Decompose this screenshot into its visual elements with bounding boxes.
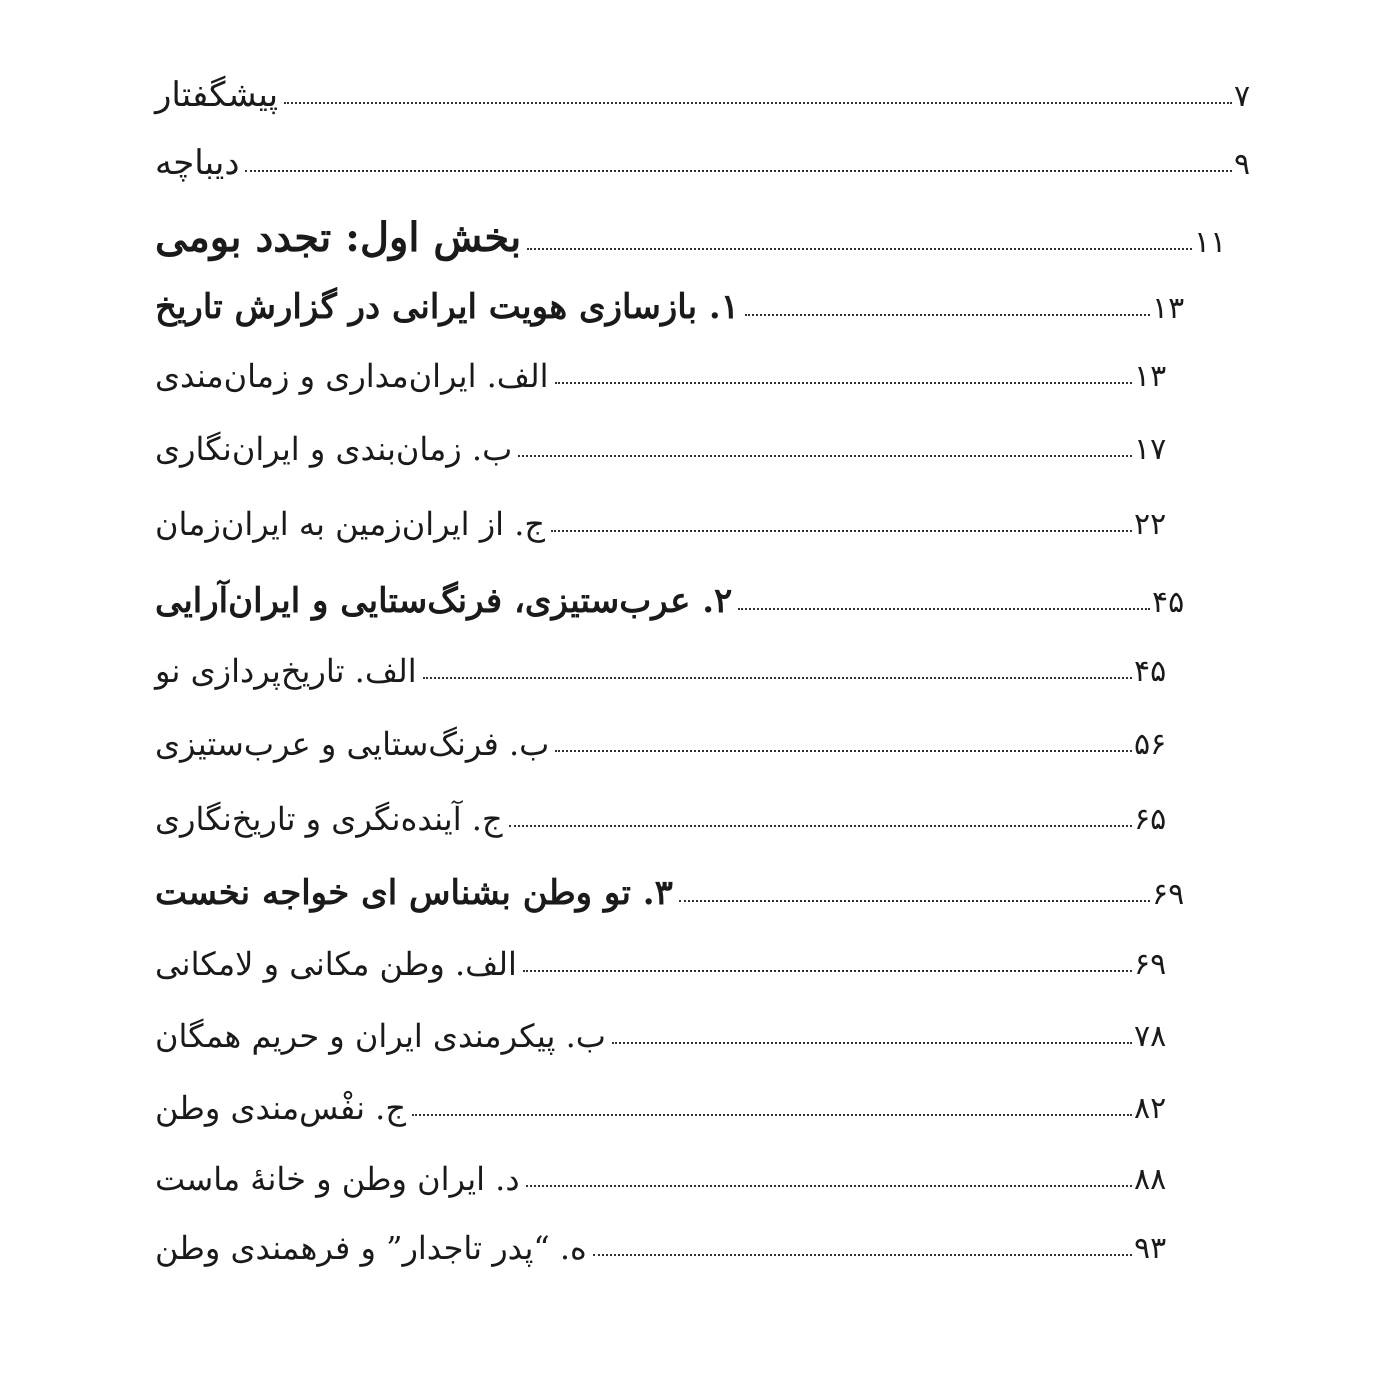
- dot-leader: [284, 102, 1232, 104]
- toc-entry-chapter-1[interactable]: [155, 287, 1198, 327]
- toc-entry-chapter-1-c[interactable]: [155, 505, 1180, 543]
- toc-entry-chapter-3[interactable]: [155, 873, 1198, 913]
- toc-entry-introduction[interactable]: [155, 143, 1280, 183]
- toc-entry-title: ۳. تو وطن بشناس ای خواجه نخست: [155, 873, 673, 913]
- toc-entry-page: ۱۳: [1152, 291, 1185, 326]
- toc-entry-chapter-2-a[interactable]: [155, 652, 1180, 690]
- toc-entry-page: ۷۸: [1134, 1019, 1167, 1054]
- toc-entry-title: پیشگفتار: [155, 75, 279, 115]
- toc-entry-title: الف. ایران‌مداری و زمان‌مندی: [155, 357, 549, 395]
- toc-entry-page: ۱۱: [1194, 225, 1227, 260]
- toc-entry-page: ۶۹: [1134, 947, 1167, 982]
- toc-entry-title: د. ایران وطن و خانهٔ ماست: [155, 1160, 520, 1198]
- toc-entry-title: ه. “پدر تاجدار” و فرهمندی وطن: [155, 1229, 587, 1267]
- dot-leader: [593, 1254, 1132, 1256]
- toc-entry-page: ۶۵: [1134, 802, 1167, 837]
- dot-leader: [745, 314, 1150, 316]
- toc-entry-chapter-3-c[interactable]: [155, 1089, 1180, 1127]
- toc-entry-title: ب. پیکرمندی ایران و حریم همگان: [155, 1017, 606, 1055]
- toc-entry-page: ۸۸: [1134, 1162, 1167, 1197]
- toc-entry-title: ج. نفْس‌مندی وطن: [155, 1089, 406, 1127]
- toc-entry-page: ۶۹: [1152, 877, 1185, 912]
- toc-entry-chapter-2-b[interactable]: [155, 725, 1180, 763]
- toc-entry-title: الف. تاریخ‌پردازی نو: [155, 652, 417, 690]
- toc-entry-chapter-1-a[interactable]: [155, 357, 1180, 395]
- dot-leader: [738, 608, 1150, 610]
- toc-entry-chapter-3-e[interactable]: [155, 1229, 1180, 1267]
- toc-entry-page: ۴۵: [1134, 654, 1167, 689]
- toc-entry-page: ۸۲: [1134, 1091, 1167, 1126]
- dot-leader: [551, 530, 1132, 532]
- toc-entry-title: ۲. عرب‌ستیزی، فرنگ‌ستایی و ایران‌آرایی: [155, 581, 733, 621]
- toc-entry-title: ۱. بازسازی هویت ایرانی در گزارش تاریخ: [155, 287, 740, 327]
- toc-entry-chapter-3-b[interactable]: [155, 1017, 1180, 1055]
- toc-entry-chapter-2-c[interactable]: [155, 800, 1180, 838]
- toc-entry-title: ج. آینده‌نگری و تاریخ‌نگاری: [155, 800, 503, 838]
- dot-leader: [612, 1042, 1132, 1044]
- toc-entry-title: بخش اول: تجدد بومی: [155, 214, 522, 261]
- dot-leader: [412, 1114, 1132, 1116]
- dot-leader: [509, 825, 1132, 827]
- toc-entry-page: ۹: [1234, 147, 1251, 182]
- toc-entry-page: ۱۳: [1134, 359, 1167, 394]
- dot-leader: [523, 970, 1132, 972]
- toc-entry-chapter-3-d[interactable]: [155, 1160, 1180, 1198]
- toc-entry-page: ۱۷: [1134, 432, 1167, 467]
- toc-entry-page: ۴۵: [1152, 585, 1185, 620]
- toc-entry-page: ۷: [1234, 79, 1251, 114]
- toc-entry-page: ۹۳: [1134, 1231, 1167, 1266]
- dot-leader: [423, 677, 1132, 679]
- toc-entry-title: ج. از ایران‌زمین به ایران‌زمان: [155, 505, 546, 543]
- toc-entry-part-one[interactable]: [155, 214, 1240, 261]
- dot-leader: [679, 900, 1150, 902]
- toc-entry-page: ۲۲: [1134, 507, 1167, 542]
- toc-entry-title: الف. وطن مکانی و لامکانی: [155, 945, 517, 983]
- dot-leader: [555, 382, 1132, 384]
- toc-entry-chapter-1-b[interactable]: [155, 430, 1180, 468]
- dot-leader: [245, 170, 1232, 172]
- dot-leader: [526, 1185, 1132, 1187]
- toc-entry-chapter-2[interactable]: [155, 581, 1198, 621]
- toc-entry-title: ب. زمان‌بندی و ایران‌نگاری: [155, 430, 513, 468]
- toc-entry-title: دیباچه: [155, 143, 240, 183]
- toc-entry-preface[interactable]: [155, 75, 1280, 115]
- toc-entry-chapter-3-a[interactable]: [155, 945, 1180, 983]
- dot-leader: [527, 248, 1192, 250]
- dot-leader: [518, 455, 1132, 457]
- toc-entry-title: ب. فرنگ‌ستایی و عرب‌ستیزی: [155, 725, 550, 763]
- dot-leader: [555, 750, 1132, 752]
- toc-entry-page: ۵۶: [1134, 727, 1167, 762]
